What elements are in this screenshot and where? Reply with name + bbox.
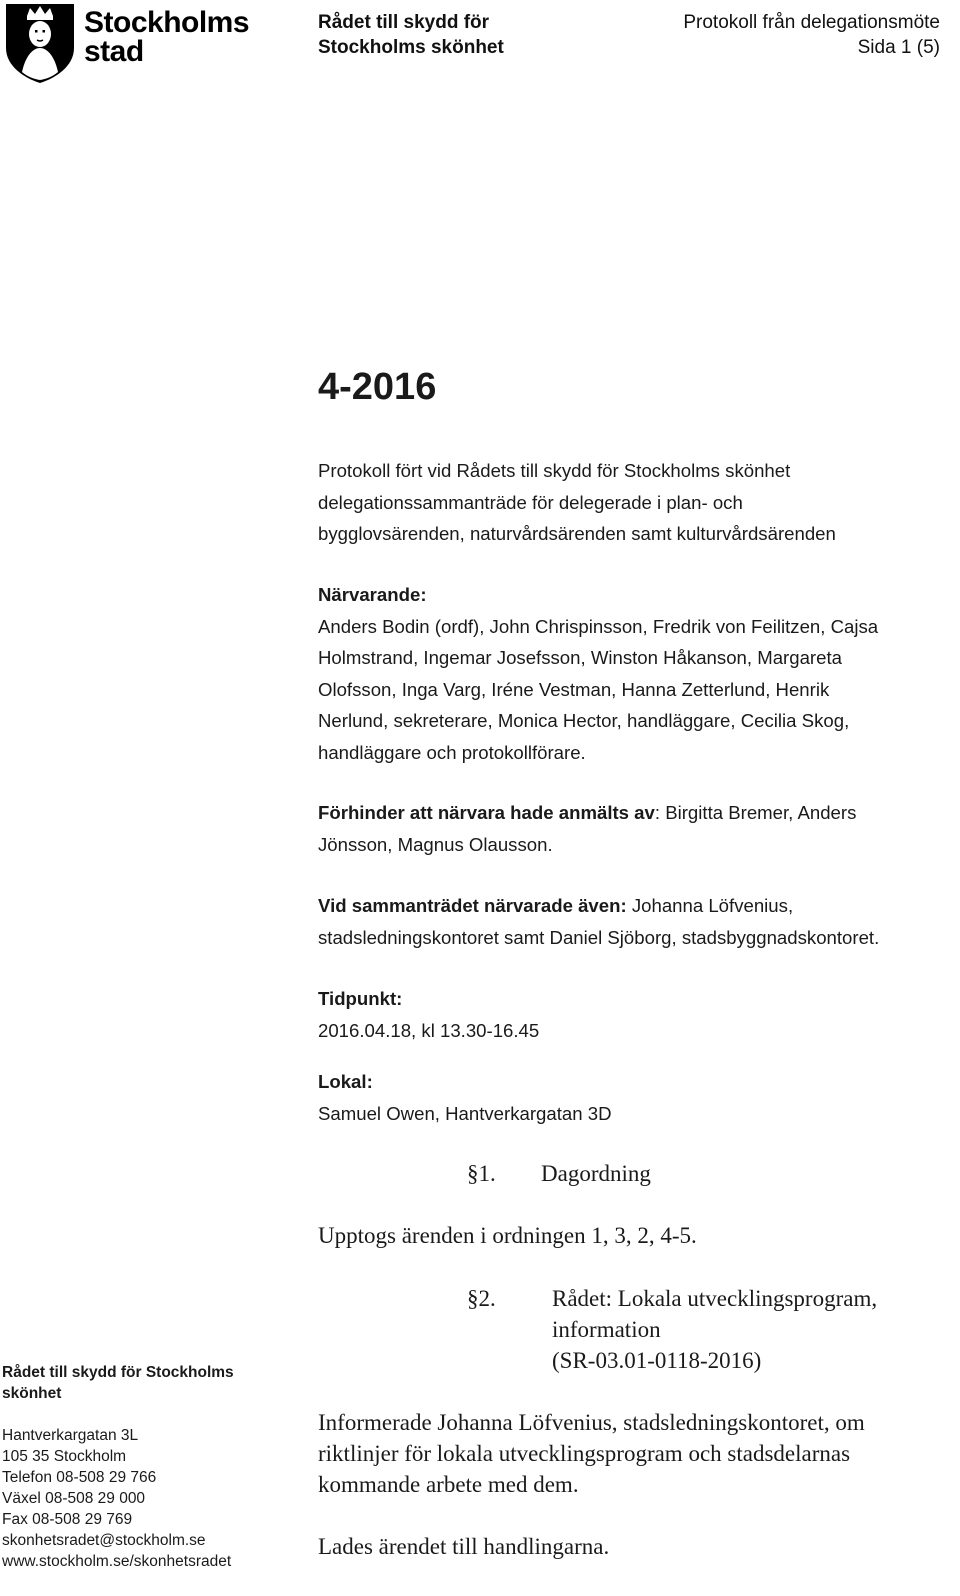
section-1-body: Upptogs ärenden i ordningen 1, 3, 2, 4-5. [318,1223,697,1248]
attendees-label: Närvarande: [318,584,427,605]
time-section [318,983,948,1046]
text-line: (SR-03.01-0118-2016) [552,1348,762,1373]
header-doc-info [683,10,940,60]
text-line: Informerade Johanna Löfvenius, stadsledningskontoret, om [318,1410,865,1435]
text-line: Nerlund, sekreterare, Monica Hector, handläggare, Cecilia Skog, [318,710,850,731]
contact-website[interactable]: www.stockholm.se/skonhetsradet [2,1553,232,1570]
logo-word-1: Stockholms [84,6,250,39]
contact-switchboard: Växel 08-508 29 000 [2,1490,146,1507]
text-line: Protokoll fört vid Rådets till skydd för Stockholms skönhet [318,460,791,481]
text-line: information [552,1317,661,1342]
text-line: Anders Bodin (ordf), John Chrispinsson, Fredrik von Feilitzen, Cajsa [318,615,879,637]
contact-sidebar [2,1362,262,1572]
sidebar-org-line: skönhet [2,1385,62,1402]
time-label: Tidpunkt: [318,988,403,1009]
contact-email[interactable]: skonhetsradet@stockholm.se [2,1532,206,1549]
sidebar-org-line: Rådet till skydd för Stockholms [2,1364,234,1381]
contact-address: Hantverkargatan 3L [2,1427,139,1444]
section-2-number: §2. [467,1286,496,1311]
text-line: riktlinjer för lokala utvecklingsprogram och stadsdelarnas [318,1441,851,1466]
text-line: kommande arbete med dem. [318,1472,579,1497]
logo-word-2: stad [84,35,144,68]
place-value: Samuel Owen, Hantverkargatan 3D [318,1102,612,1124]
text-line: Rådet: Lokala utvecklingsprogram, [552,1286,878,1311]
absent-section [318,797,948,860]
text-line: delegationssammanträde för delegerade i plan- och [318,491,743,513]
text-line: Olofsson, Inga Varg, Iréne Vestman, Hanna Zetterlund, Henrik [318,678,830,700]
text-line: stadsledningskontoret samt Daniel Sjöborg, stadsbyggnadskontoret. [318,926,880,948]
header-org-line: Rådet till skydd för [318,12,490,33]
section-2-title [552,1283,932,1376]
text-line: Johanna Löfvenius, [626,895,794,916]
place-section [318,1066,948,1129]
protocol-number: 4-2016 [318,366,437,408]
contact-fax: Fax 08-508 29 769 [2,1511,133,1528]
header-organization [318,10,504,60]
page-number: Sida 1 (5) [857,37,940,58]
attendees-section [318,579,948,768]
text-line: Jönsson, Magnus Olausson. [318,833,553,855]
contact-phone: Telefon 08-508 29 766 [2,1469,157,1486]
text-line: handläggare och protokollförare. [318,741,586,763]
city-logo [4,2,249,86]
section-1-title: Dagordning [541,1161,651,1186]
text-line: : Birgitta Bremer, Anders [654,802,857,823]
section-2-decision: Lades ärendet till handlingarna. [318,1534,610,1559]
coat-of-arms-icon [4,2,76,84]
also-present-section [318,890,948,953]
text-line: bygglovsärenden, naturvårdsärenden samt kulturvårdsärenden [318,523,836,544]
header-org-line: Stockholms skönhet [318,37,504,58]
intro-paragraph [318,455,948,550]
document-type: Protokoll från delegationsmöte [683,12,940,33]
section-1-number: §1. [467,1161,496,1186]
section-2-body [318,1407,948,1500]
text-line: Holmstrand, Ingemar Josefsson, Winston Håkanson, Margareta [318,647,842,668]
contact-postal: 105 35 Stockholm [2,1448,127,1465]
time-value: 2016.04.18, kl 13.30-16.45 [318,1019,540,1041]
absent-label: Förhinder att närvara hade anmälts av [318,802,655,823]
also-present-label: Vid sammanträdet närvarade även: [318,895,627,916]
place-label: Lokal: [318,1071,373,1092]
